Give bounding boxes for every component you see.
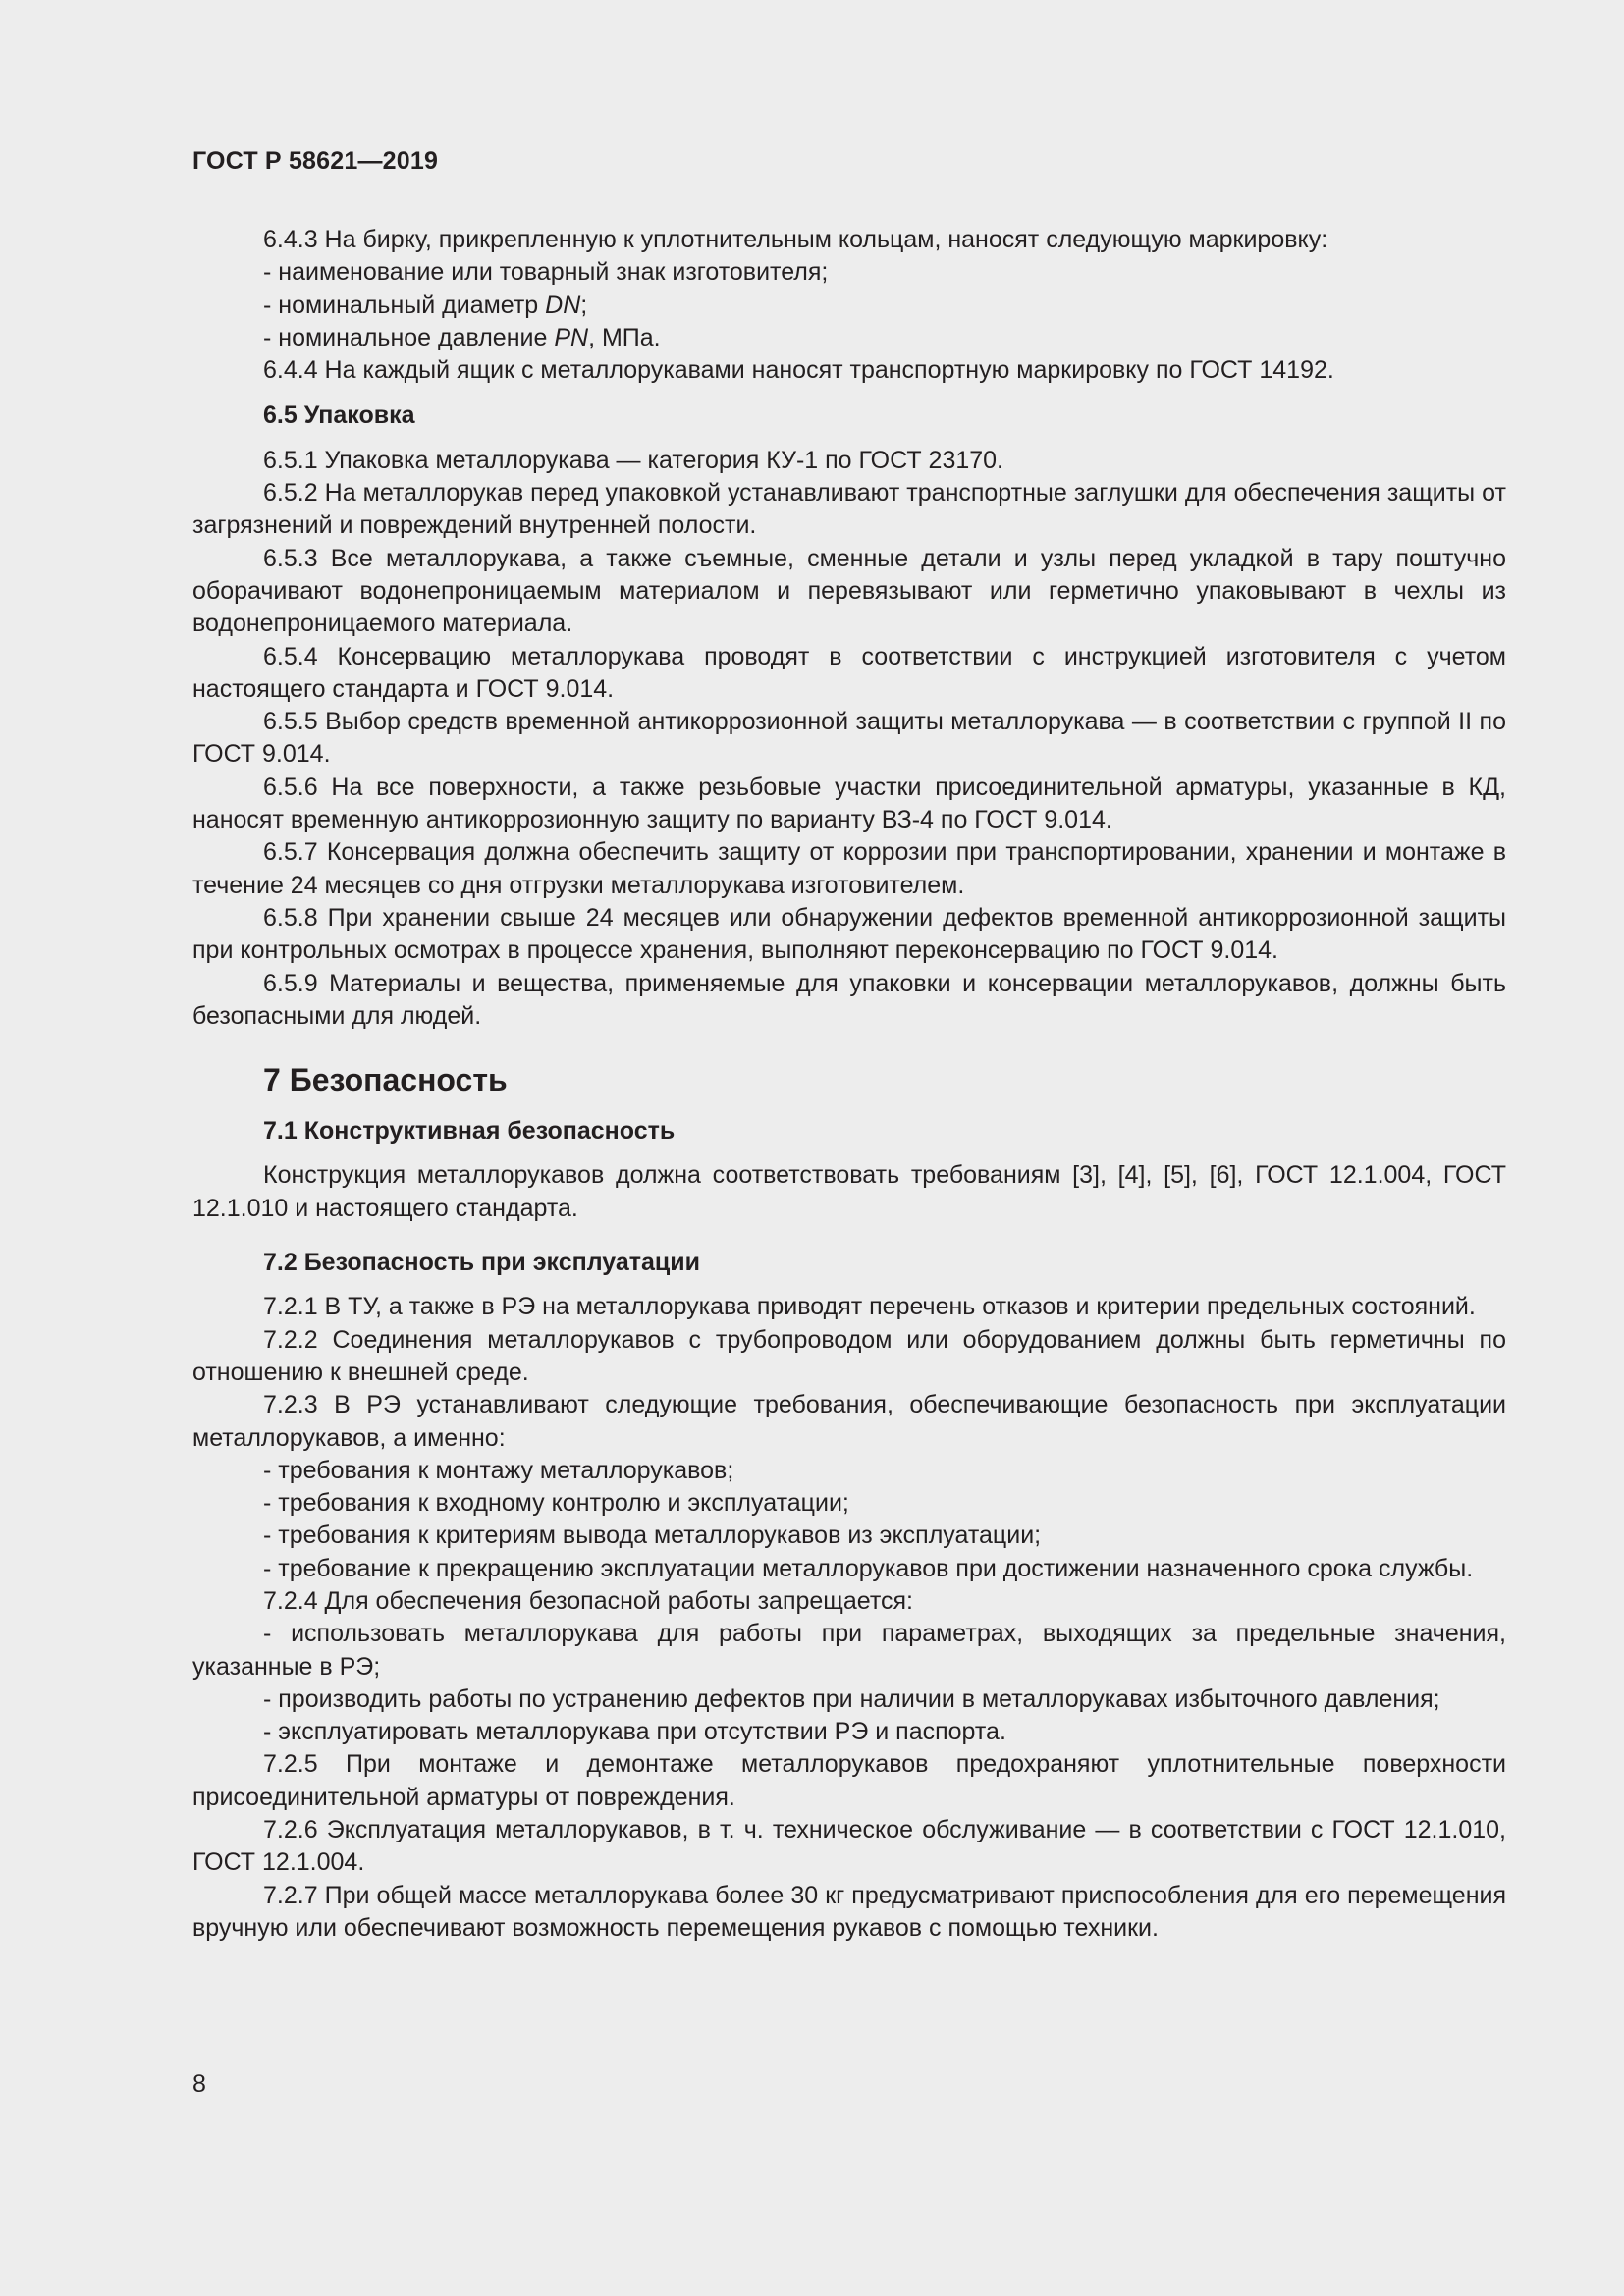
clause-6-5-4: 6.5.4 Консервацию металлорукава проводят в соответствии с инструкцией изготовителя с учетом настоящего стандарта и ГОСТ 9.014. — [192, 642, 1506, 703]
list-item: - требования к монтажу металлорукавов; — [263, 1456, 734, 1484]
list-item: - требование к прекращению эксплуатации металлорукавов при достижении назначенного срока службы. — [263, 1554, 1474, 1582]
clause-6-5-3: 6.5.3 Все металлорукава, а также съемные, сменные детали и узлы перед укладкой в тару поштучно оборачивают водонепроницаемым материалом и перевязывают или герметично упаковывают в чехлы из водонепроницаемого материала. — [192, 544, 1506, 638]
clause-6-5-7: 6.5.7 Консервация должна обеспечить защиту от коррозии при транспортировании, хранении и монтаже в течение 24 месяцев со дня отгрузки металлорукава изготовителем. — [192, 838, 1506, 899]
list-item: - использовать металлорукава для работы при параметрах, выходящих за предельные значения, указанные в РЭ; — [192, 1620, 1506, 1681]
list-item: - номинальный диаметр DN; — [263, 291, 588, 319]
section-heading-6-5: 6.5 Упаковка — [263, 401, 415, 430]
paragraph-7-1: Конструкция металлорукавов должна соответствовать требованиям [3], [4], [5], [6], ГОСТ 12.1.004, ГОСТ 12.1.010 и настоящего стандарта. — [192, 1161, 1506, 1222]
clause-7-2-2: 7.2.2 Соединения металлорукавов с трубопроводом или оборудованием должны быть герметичны по отношению к внешней среде. — [192, 1325, 1506, 1386]
clause-7-2-1: 7.2.1 В ТУ, а также в РЭ на металлорукава приводят перечень отказов и критерии предельных состояний. — [263, 1293, 1476, 1321]
clause-6-5-9: 6.5.9 Материалы и вещества, применяемые для упаковки и консервации металлорукавов, должны быть безопасными для людей. — [192, 969, 1506, 1030]
clause-7-2-6: 7.2.6 Эксплуатация металлорукавов, в т. ч. техническое обслуживание — в соответствии с ГОСТ 12.1.010, ГОСТ 12.1.004. — [192, 1816, 1506, 1877]
list-item: - производить работы по устранению дефектов при наличии в металлорукавах избыточного давления; — [263, 1684, 1440, 1713]
page-number: 8 — [192, 2070, 206, 2098]
section-heading-7-2: 7.2 Безопасность при эксплуатации — [263, 1249, 701, 1277]
clause-7-2-4: 7.2.4 Для обеспечения безопасной работы запрещается: — [263, 1586, 913, 1615]
list-item: - наименование или товарный знак изготовителя; — [263, 258, 829, 287]
clause-6-5-2: 6.5.2 На металлорукав перед упаковкой устанавливают транспортные заглушки для обеспечения защиты от загрязнений и повреждений внутренней полости. — [192, 479, 1506, 540]
clause-6-5-8: 6.5.8 При хранении свыше 24 месяцев или обнаружении дефектов временной антикоррозионной защиты при контрольных осмотрах в процессе хранения, выполняют переконсервацию по ГОСТ 9.014. — [192, 903, 1506, 965]
clause-6-4-3: 6.4.3 На бирку, прикрепленную к уплотнительным кольцам, наносят следующую маркировку: — [263, 226, 1328, 253]
list-item: - эксплуатировать металлорукава при отсутствии РЭ и паспорта. — [263, 1718, 1006, 1746]
document-body — [192, 224, 1506, 1945]
clause-6-5-6: 6.5.6 На все поверхности, а также резьбовые участки присоединительной арматуры, указанные в КД, наносят временную антикоррозионную защиту по варианту ВЗ-4 по ГОСТ 9.014. — [192, 773, 1506, 834]
clause-6-5-5: 6.5.5 Выбор средств временной антикоррозионной защиты металлорукава — в соответствии с группой II по ГОСТ 9.014. — [192, 708, 1506, 769]
section-heading-7: 7 Безопасность — [263, 1062, 508, 1098]
clause-7-2-5: 7.2.5 При монтаже и демонтаже металлорукавов предохраняют уплотнительные поверхности присоединительной арматуры от повреждения. — [192, 1750, 1506, 1811]
section-heading-7-1: 7.1 Конструктивная безопасность — [263, 1117, 676, 1146]
list-item: - требования к входному контролю и эксплуатации; — [263, 1489, 849, 1518]
clause-7-2-7: 7.2.7 При общей массе металлорукава более 30 кг предусматривают приспособления для его перемещения вручную или обеспечивают возможность перемещения рукавов с помощью техники. — [192, 1881, 1506, 1942]
list-item: - требования к критериям вывода металлорукавов из эксплуатации; — [263, 1522, 1042, 1550]
clause-6-5-1: 6.5.1 Упаковка металлорукава — категория КУ-1 по ГОСТ 23170. — [263, 446, 1004, 474]
clause-7-2-3: 7.2.3 В РЭ устанавливают следующие требования, обеспечивающие безопасность при эксплуатации металлорукавов, а именно: — [192, 1391, 1506, 1452]
document-header: ГОСТ Р 58621—2019 — [192, 147, 439, 175]
list-item: - номинальное давление PN, МПа. — [263, 323, 661, 351]
clause-6-4-4: 6.4.4 На каждый ящик с металлорукавами наносят транспортную маркировку по ГОСТ 14192. — [263, 356, 1334, 385]
